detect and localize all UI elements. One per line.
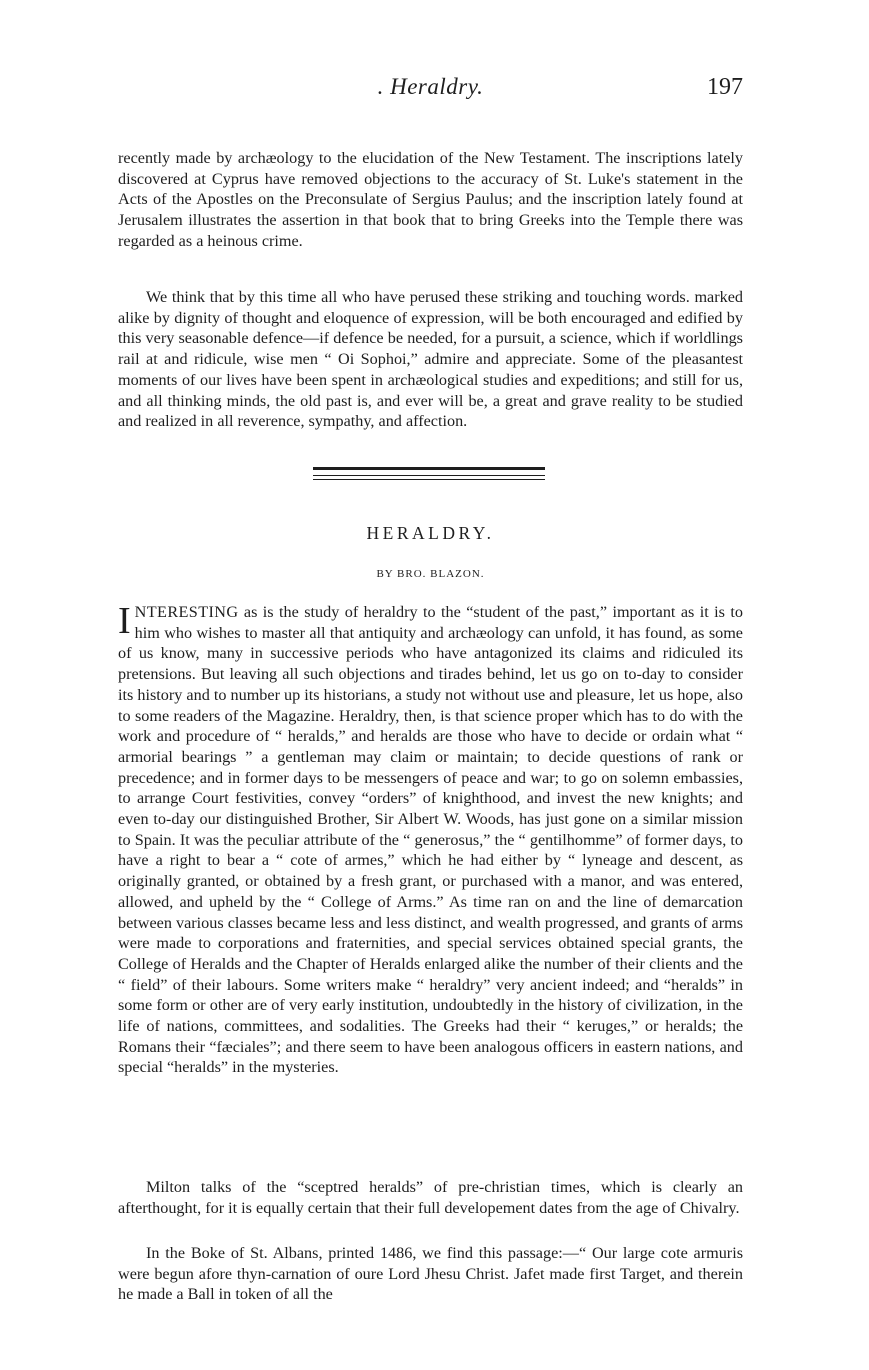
page-number: 197 <box>707 74 743 100</box>
paragraph-continued: recently made by archæology to the elucidation of the New Testament. The inscriptions lately discovered at Cyprus have removed objections to the accuracy of St. Luke's statement in the Acts of the Apostles on the Preconsulate of Sergius Paulus; and the inscription lately found at Jerusalem illustrates the assertion in that book that to bring Greeks into the Temple there was regarded as a heinous crime. <box>118 149 743 250</box>
article-paragraph-1 <box>118 602 743 1078</box>
article-byline: BY BRO. BLAZON. <box>376 568 485 580</box>
divider-rule-thin <box>313 479 545 480</box>
paragraph-text: as is the study of heraldry to the “student of the past,” important as it is to him who wishes to master all that antiquity and archæology can unfold, it has found, as some of us know, many in successive periods who have antagonized its claims and ridiculed its pretensions. But leaving all such objections and tirades behind, let us go on to-day to consider its history and to number up its historians, a study not without use and pleasure, let us hope, also to some readers of the Magazine. Heraldry, then, is that science proper which has to do with the work and procedure of “ heralds,” and heralds are those who have to decide or ordain what “ armorial bearings ” a gentleman may claim or maintain; to decide questions of rank or precedence; and in former days to be messengers of peace and war; to go on solemn embassies, to arrange Court festivities, convey “orders” of knighthood, and invest the new knights; and even to-day our distinguished Brother, Sir Albert W. Woods, has just gone on a similar mission to Spain. It was the peculiar attribute of the “ generosus,” the “ gentilhomme” of former days, to have a right to bear a “ cote of armes,” which he had either by “ lyneage and descent, as originally granted, or obtained by a fresh grant, or purchased with a manor, and was entered, allowed, and upheld by the “ College of Arms.” As time ran on and the line of demarcation between various classes became less and less distinct, and wealth progressed, and grants of arms were made to corporations and fraternities, and special services obtained special grants, the College of Heralds and the Chapter of Heralds enlarged alike the number of their clients and the “ field” of their labours. Some writers make “ heraldry” very ancient indeed; and “heralds” in some form or other are of very early institution, undoubtedly in the history of civilization, in the life of nations, committees, and sodalities. The Greeks had their “ keruges,” or heralds; the Romans their “fæciales”; and there seem to have been analogous officers in eastern nations, and special “heralds” in the mysteries. <box>118 603 743 1077</box>
divider-rule-thick <box>313 467 545 470</box>
page-header <box>118 74 743 110</box>
drop-cap: I <box>118 600 131 642</box>
article-paragraph-2: Milton talks of the “sceptred heralds” of pre-christian times, which is clearly an afterthought, for it is equally certain that their full developement dates from the age of Chivalry. <box>118 1178 743 1217</box>
paragraph-closing: We think that by this time all who have perused these striking and touching words. marked alike by dignity of thought and eloquence of expression, will be both encouraged and edified by this very seasonable defence—if defence be needed, for a pursuit, a science, which if worldlings rail at and ridicule, wise men “ Oi Sophoi,” admire and appreciate. Some of the pleasantest moments of our lives have been spent in archæological studies and expeditions; and still for us, and all thinking minds, the old past is, and ever will be, a great and grave reality to be studied and realized in all reverence, sympathy, and affection. <box>118 288 743 431</box>
running-title: . Heraldry. <box>377 74 484 99</box>
section-divider <box>313 467 545 481</box>
divider-rule-thin <box>313 475 545 476</box>
article-paragraph-3: In the Boke of St. Albans, printed 1486, we find this passage:—“ Our large cote armuris were begun afore thyn-carnation of oure Lord Jhesu Christ. Jafet made first Target, and therein he made a Ball in token of all the <box>118 1244 743 1304</box>
lead-word: NTERESTING <box>134 603 239 621</box>
article-title: HERALDRY. <box>366 523 495 543</box>
